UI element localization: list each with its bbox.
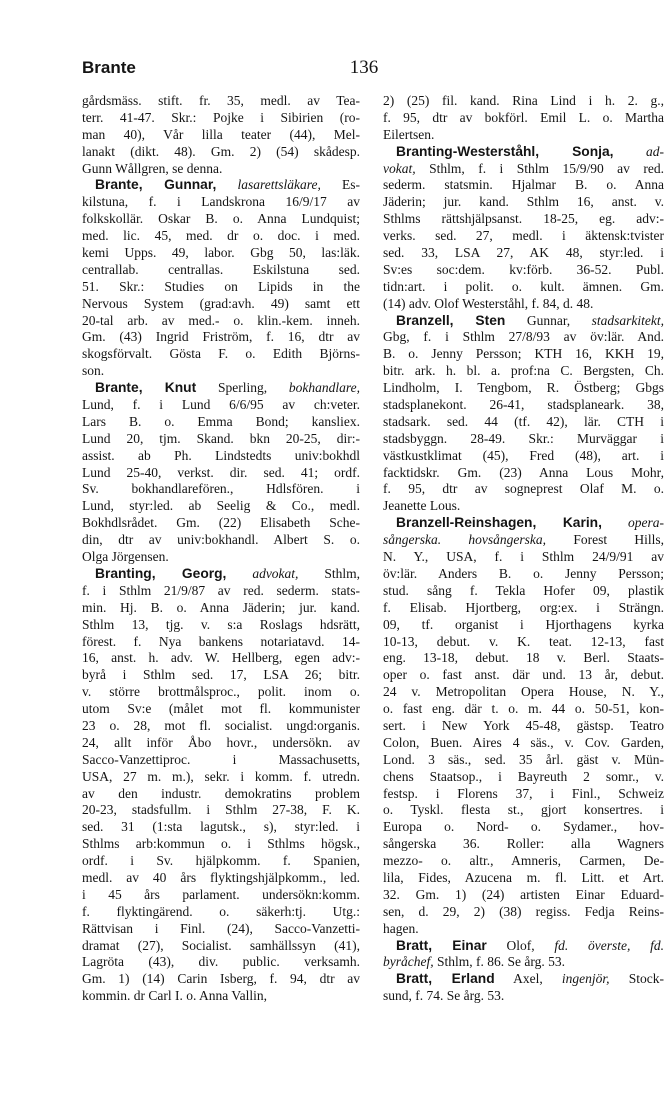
- entry-name: Branzell-Reinshagen, Karin,: [396, 515, 602, 531]
- entry-line: medl. av 40 års flyktingshjälpkomm., led.: [82, 869, 360, 885]
- entry-line: förest. f. Nya bankens notariatavd. 14-: [82, 633, 360, 649]
- entry-line: [383, 161, 664, 178]
- entry-line: N. Y., USA, f. i Sthlm 24/9/91 av: [383, 549, 664, 565]
- entry-line: Jäderin; jur. kand. Sthlm 16, anst. v.: [383, 194, 664, 210]
- entry-name: Branting, Georg,: [95, 565, 227, 581]
- entry-line: stadsplanekont. 26-41, stadsplaneark. 38,: [383, 397, 664, 413]
- entry-line: sed. 31 (1:sta lagutsk., s), styr:led. i: [82, 819, 360, 835]
- entry-line: Lars B. o. Emma Bond; kansliex.: [82, 413, 360, 429]
- entry-line: Eilertsen.: [383, 126, 435, 142]
- entry-occupation-cont: vokat,: [383, 160, 416, 176]
- entry-line: Lund, f. i Lund 6/6/95 av ch:veter.: [82, 397, 360, 413]
- entry-bratt-einar: [383, 938, 664, 972]
- entry-line: kilstuna, f. i Landskrona 16/9/17 av: [82, 194, 360, 210]
- entry-line: Nervous System (grad:avh. 49) samt ett: [82, 295, 360, 311]
- entry-cont-brante: [82, 93, 360, 177]
- entry-line: sen, d. 29, 2) (38) regiss. Fedja Reins-: [383, 903, 664, 919]
- entry-line: Lund, styr:led. ab Seelig & Co., medl.: [82, 498, 360, 514]
- entry-line: (14) adv. Olof Westerståhl, f. 84, d. 48.: [383, 295, 594, 311]
- entry-line: f. Elisab. Hjortberg, org:ex. i Strängn.: [383, 599, 664, 615]
- entry-line: Lagröta (43), div. public. verksamh.: [82, 954, 360, 970]
- entry-headline: [383, 971, 664, 988]
- entry-line: Sacco-Vanzettiproc. i Massachusetts,: [82, 751, 360, 767]
- entry-given-names: Gunnar,: [526, 312, 571, 328]
- entry-line: 09, tf. organist i Hjorthagens kyrka: [383, 616, 664, 632]
- entry-name: Brante, Knut: [95, 380, 197, 396]
- entry-line: Bokhdlsrådet. Gm. (22) Elisabeth Sche-: [82, 515, 360, 531]
- entry-occupation: opera-: [628, 515, 665, 531]
- left-column: [82, 93, 360, 1005]
- entry-headline-rest: Stock-: [628, 971, 665, 987]
- entry-line: f. 95, dtr av bokförl. Emil L. o. Martha: [383, 109, 664, 125]
- entry-occupation: stadsarkitekt,: [591, 312, 665, 328]
- page-number: 136: [349, 57, 379, 78]
- entry-line: lanakt (dikt. 48). Gm. 2) (54) skådesp.: [82, 143, 360, 159]
- entry-line: stud. sång f. Tekla Hofer 09, plastik: [383, 582, 664, 598]
- entry-line: byrå i Sthlm sed. 17, LSA 26; bitr.: [82, 667, 360, 683]
- entry-line: västkustklimat (45), Fred (48), art. i: [383, 447, 664, 463]
- entry-name: Bratt, Einar: [396, 937, 487, 953]
- entry-occupation: lasarettsläkare,: [237, 177, 321, 193]
- entry-name: Branzell, Sten: [396, 312, 506, 328]
- entry-line: min. Hj. B. o. Anna Jäderin; jur. kand.: [82, 599, 360, 615]
- entry-line: chens Staatsop., i Bayreuth 2 somr., v.: [383, 768, 664, 784]
- entry-line: Gunn Wållgren, se denna.: [82, 160, 223, 176]
- entry-line: 10-13, debut. v. K. teat. 12-13, fast: [383, 633, 664, 649]
- entry-line: oper o. fast anst. där und. 13 år, debut.: [383, 667, 664, 683]
- entry-line: Gm. (43) Ingrid Friström, f. 16, dtr av: [82, 329, 360, 345]
- running-head: Brante: [82, 58, 136, 77]
- entry-headline: [383, 144, 664, 161]
- entry-name: Brante, Gunnar,: [95, 177, 217, 193]
- entry-line: skogsförvalt. Gösta F. o. Edith Björns-: [82, 346, 360, 362]
- entry-headline: [82, 380, 360, 397]
- entry-line: centrallab. centrallas. Eskilstuna sed.: [82, 261, 360, 277]
- entry-line: kommin. dr Carl I. o. Anna Vallin,: [82, 988, 267, 1004]
- entry-given-names: Axel,: [513, 971, 543, 987]
- entry-line: sederm. statsmin. Hjalmar B. o. Anna: [383, 177, 664, 193]
- entry-line: 16, anst. h. adv. W. Hellberg, egen adv:-: [82, 650, 360, 666]
- entry-headline: [82, 177, 360, 194]
- entry-line: sed. 33, LSA 27, AK 48, styr:led. i: [383, 245, 664, 261]
- entry-given-names: Olof,: [506, 937, 535, 953]
- entry-occupation-cont: sångerska. hovsångerska,: [383, 532, 547, 548]
- entry-line-rest: Forest Hills,: [573, 532, 664, 548]
- entry-line: utom Sv:e (målet mot fl. kommunister: [82, 701, 360, 717]
- entry-line: sund, f. 74. Se årg. 53.: [383, 988, 505, 1004]
- entry-occupation: ingenjör,: [561, 971, 610, 987]
- entry-headline: [383, 938, 664, 955]
- entry-line: Lond. 3 säs., sed. 35 årl. gäst v. Mün-: [383, 751, 664, 767]
- entry-line: öv:lär. Anders B. o. Jenny Persson;: [383, 565, 664, 581]
- entry-line: Gbg, f. i Sthlm 27/8/93 av öv:lär. And.: [383, 329, 664, 345]
- entry-brante-gunnar: [82, 177, 360, 380]
- entry-headline-rest: Es-: [342, 177, 361, 193]
- entry-line: f. 95, dtr av sogneprest Olaf M. o.: [383, 481, 664, 497]
- entry-line: B. o. Jenny Persson; KTH 16, KKH 19,: [383, 346, 664, 362]
- entry-line: ordf. i Sv. hjälpkomm. f. Spanien,: [82, 853, 360, 869]
- entry-line: Sthlms rättshjälpsanst. 18-25, eg. adv:-: [383, 211, 664, 227]
- entry-line: v. större brottmålsproc., polit. inom o.: [82, 684, 360, 700]
- entry-occupation-cont: byråchef,: [383, 954, 434, 970]
- entry-headline: [383, 313, 664, 330]
- entry-line: lila, Fides, Azucena m. fl. Litt. et Art.: [383, 869, 664, 885]
- entry-line: festsp. i Florens 37, i Finl., Schweiz: [383, 785, 664, 801]
- entry-branting-westerstahl: [383, 144, 664, 313]
- entry-line: dramat (27), Socialist. samhällssyn (41),: [82, 937, 360, 953]
- entry-brante-knut: [82, 380, 360, 566]
- entry-line: stadsark. sed. 44 (tf. 42), lär. CTH i: [383, 413, 664, 429]
- entry-name: Branting-Westerståhl, Sonja,: [396, 143, 614, 159]
- entry-occupation: bokhandlare,: [288, 380, 360, 396]
- entry-line: Colon, Buen. Aires 4 säs., v. Cov. Garden,: [383, 734, 664, 750]
- entry-line: USA, 27 m. m.), sekr. i komm. f. utredn.: [82, 768, 360, 784]
- entry-headline: [82, 566, 360, 583]
- right-column: [383, 93, 664, 1005]
- entry-headline: [383, 515, 664, 532]
- entry-occupation: advokat,: [252, 565, 299, 581]
- entry-branzell-sten: [383, 313, 664, 516]
- entry-line: f. flyktingärend. o. säkerh:tj. Utg.:: [82, 903, 360, 919]
- entry-line: 2) (25) fil. kand. Rina Lind i h. 2. g.,: [383, 93, 664, 108]
- entry-line: eng. 13-18, debut. 18 v. Berl. Staats-: [383, 650, 664, 666]
- entry-line: 23 o. 28, mot fl. socialist. ungd:organis.: [82, 717, 360, 733]
- entry-line: stadsbyggn. 28-49. Skr.: Murväggar i: [383, 430, 664, 446]
- entry-bratt-erland: [383, 971, 664, 1005]
- entry-line: f. i Sthlm 21/9/87 av red. sederm. stats-: [82, 582, 360, 598]
- entry-line: av den industr. demokratins problem: [82, 785, 360, 801]
- entry-occupation: fd. överste, fd.: [554, 937, 664, 953]
- entry-line: 24, allt inför Åbo hovr., undersökn. av: [82, 734, 360, 750]
- entry-line: Rättvisan i Finl. (24), Sacco-Vanzetti-: [82, 920, 360, 936]
- entry-headline-rest: Sthlm,: [324, 565, 360, 581]
- entry-line: Europa o. Nord- o. Sydamer., hov-: [383, 819, 664, 835]
- entry-line: Lund 20, tjm. Skand. bkn 20-25, dir:-: [82, 430, 360, 446]
- entry-name: Bratt, Erland: [396, 971, 495, 987]
- entry-line: med. lic. 45, med. dr o. doc. i med.: [82, 228, 360, 244]
- entry-line: sert. i New York 45-48, gästsp. Teatro: [383, 717, 664, 733]
- entry-line: [383, 954, 664, 971]
- entry-line: Olga Jörgensen.: [82, 549, 169, 565]
- entry-line: kemi Upps. 49, labor. Gbg 50, las:läk.: [82, 245, 360, 261]
- entry-cont-branting: [383, 93, 664, 144]
- entry-line: 24 v. Metropolitan Opera House, N. Y.,: [383, 684, 664, 700]
- entry-line: man 40), Vår lilla teater (44), Mel-: [82, 126, 360, 142]
- entry-line: verks. sed. 27, medl. i äktensk:tvister: [383, 228, 664, 244]
- entry-line-rest: Sthlm, f. 86. Se årg. 53.: [436, 954, 565, 970]
- entry-line: Jeanette Lous.: [383, 498, 461, 514]
- entry-line: i 45 års parlament. undersökn:komm.: [82, 886, 360, 902]
- entry-line: folkskollär. Oskar B. o. Anna Lundquist;: [82, 211, 360, 227]
- entry-line: din, dtr av univ:bokhandl. Albert S. o.: [82, 532, 360, 548]
- entry-line: Gm. 1) (14) Carin Isberg, f. 94, dtr av: [82, 971, 360, 987]
- entry-line: Sv:es soc:dem. kv:förb. 36-52. Publ.: [383, 261, 664, 277]
- entry-line: tidn:art. i polit. o. kult. ämnen. Gm.: [383, 278, 664, 294]
- entry-occupation: ad-: [646, 143, 664, 159]
- entry-line: o. fast eng. där t. o. m. 44 o. 50-51, kon-: [383, 701, 664, 717]
- entry-line: [383, 532, 664, 549]
- entry-line: sångerska 36. Roller: alla Wagners: [383, 836, 664, 852]
- entry-line: 32. Gm. 1) (24) artisten Einar Eduard-: [383, 886, 664, 902]
- entry-line: Sv. bokhandlarefören., Hdlsfören. i: [82, 481, 360, 497]
- entry-line: assist. ab Ph. Lindstedts univ:bokhdl: [82, 447, 360, 463]
- entry-line: gårdsmäss. stift. fr. 35, medl. av Tea-: [82, 93, 360, 108]
- entry-line: bitr. ark. h. bl. a. prof:na C. Bergsten, Ch.: [383, 363, 664, 379]
- entry-line: mezzo- o. altr., Amneris, Carmen, De-: [383, 853, 664, 869]
- entry-line: facktidskr. Gm. (23) Anna Lous Mohr,: [383, 464, 664, 480]
- entry-line: Sthlm 13, tjg. v. s:a Roslags hdsrätt,: [82, 616, 360, 632]
- entry-line: son.: [82, 363, 105, 379]
- entry-line: hagen.: [383, 920, 419, 936]
- entry-line: Lund 25-40, verkst. dir. sed. 41; ordf.: [82, 464, 360, 480]
- entry-line: Sthlms arb:kommun o. i Sthlms högsk.,: [82, 836, 360, 852]
- entry-line: terr. 41-47. Skr.: Pojke i Sibirien (ro-: [82, 109, 360, 125]
- entry-branting-georg: [82, 566, 360, 1005]
- entry-branzell-reinshagen: [383, 515, 664, 937]
- page-header: [82, 58, 628, 82]
- entry-given-names: Sperling,: [217, 380, 268, 396]
- entry-line: o. Tyskl. flesta st., gjort konsertres. i: [383, 802, 664, 818]
- entry-line: 20-23, stadsfullm. i Sthlm 27-38, F. K.: [82, 802, 360, 818]
- entry-line: 20-tal arb. av med.- o. klin.-kem. inneh.: [82, 312, 360, 328]
- entry-line-rest: Sthlm, f. i Sthlm 15/9/90 av red.: [429, 160, 665, 176]
- entry-line: 51. Skr.: Studies on Lipids in the: [82, 278, 360, 294]
- entry-line: Lindholm, I. Tengbom, R. Östberg; Gbgs: [383, 380, 664, 396]
